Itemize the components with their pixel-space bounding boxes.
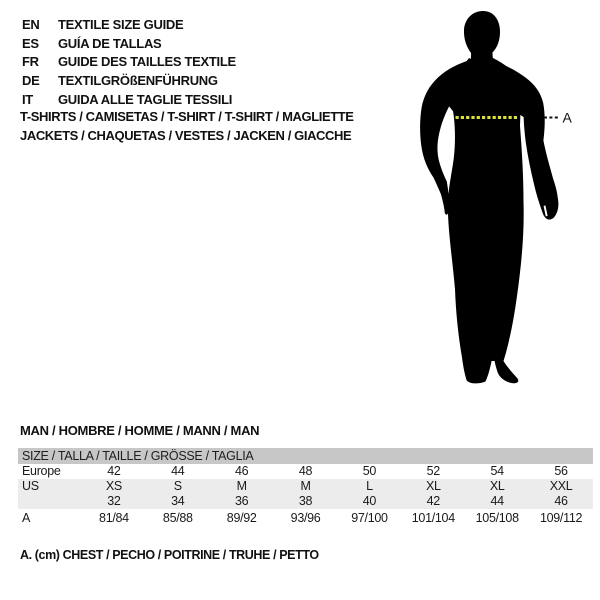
table-cell: 56 bbox=[554, 464, 568, 478]
language-label: GUIDE DES TAILLES TEXTILE bbox=[58, 54, 236, 70]
language-row-de bbox=[22, 72, 236, 91]
table-cell: 42 bbox=[107, 464, 121, 478]
table-cell: 81/84 bbox=[99, 511, 129, 525]
language-row-fr bbox=[22, 53, 236, 72]
size-table-header: SIZE / TALLA / TAILLE / GRÖSSE / TAGLIA bbox=[18, 448, 593, 464]
language-code: EN bbox=[22, 17, 40, 32]
language-code: DE bbox=[22, 73, 40, 89]
category-line-tshirts: T-SHIRTS / CAMISETAS / T-SHIRT / T-SHIRT / MAGLIETTE bbox=[20, 109, 354, 124]
table-row-chest-a bbox=[18, 509, 593, 527]
language-row-es bbox=[22, 35, 236, 54]
language-code: IT bbox=[22, 91, 33, 107]
table-cell: XL bbox=[425, 479, 441, 493]
table-cell: 85/88 bbox=[162, 511, 193, 525]
table-cell: 97/100 bbox=[351, 511, 388, 525]
language-row-en bbox=[22, 16, 236, 35]
table-row-numeric bbox=[18, 494, 593, 509]
table-cell: XL bbox=[489, 479, 505, 493]
table-cell: 36 bbox=[235, 494, 249, 508]
language-label: TEXTILE SIZE GUIDE bbox=[58, 17, 184, 32]
category-line-jackets: JACKETS / CHAQUETAS / VESTES / JACKEN / GIACCHE bbox=[20, 128, 352, 143]
row-label: A bbox=[22, 511, 31, 525]
table-cell: 44 bbox=[171, 464, 185, 478]
table-cell: 32 bbox=[107, 494, 121, 508]
table-cell: S bbox=[173, 479, 182, 493]
measure-label-a: A bbox=[562, 109, 572, 126]
table-cell: 46 bbox=[554, 494, 568, 508]
table-cell: 101/104 bbox=[411, 511, 455, 525]
table-cell: XS bbox=[105, 479, 122, 493]
table-cell: 89/92 bbox=[226, 511, 257, 525]
table-cell: 50 bbox=[362, 464, 377, 478]
section-title-man: MAN / HOMBRE / HOMME / MANN / MAN bbox=[20, 423, 260, 438]
language-label: GUIDA ALLE TAGLIE TESSILI bbox=[58, 91, 233, 107]
table-cell: 48 bbox=[298, 464, 313, 478]
table-cell: XXL bbox=[549, 479, 573, 493]
size-table bbox=[18, 448, 593, 527]
table-cell: 52 bbox=[426, 464, 440, 478]
row-label: Europe bbox=[22, 464, 61, 478]
row-label: US bbox=[22, 479, 39, 493]
table-row-us bbox=[18, 479, 593, 494]
silhouette-body bbox=[448, 58, 524, 383]
table-cell: 54 bbox=[490, 464, 504, 478]
table-cell: 34 bbox=[171, 494, 185, 508]
table-cell: 40 bbox=[362, 494, 377, 508]
table-cell: 44 bbox=[490, 494, 504, 508]
man-silhouette-figure bbox=[400, 0, 600, 400]
table-row-europe bbox=[18, 464, 593, 479]
table-cell: 38 bbox=[298, 494, 313, 508]
table-cell: 93/96 bbox=[290, 511, 321, 525]
table-cell: M bbox=[300, 479, 311, 493]
table-cell: M bbox=[236, 479, 247, 493]
language-list bbox=[22, 16, 236, 110]
row-label bbox=[18, 494, 82, 509]
language-label: TEXTILGRÖßENFÜHRUNG bbox=[58, 73, 218, 89]
language-code: FR bbox=[22, 54, 39, 70]
table-cell: 46 bbox=[235, 464, 249, 478]
table-cell: 42 bbox=[426, 494, 440, 508]
measurement-footnote: A. (cm) CHEST / PECHO / POITRINE / TRUHE / PETTO bbox=[20, 548, 319, 562]
table-cell: 105/108 bbox=[475, 511, 519, 525]
garment-categories bbox=[20, 107, 354, 145]
language-label: GUÍA DE TALLAS bbox=[58, 35, 162, 51]
table-cell: L bbox=[366, 479, 373, 493]
language-code: ES bbox=[22, 35, 39, 51]
table-cell: 109/112 bbox=[539, 511, 583, 525]
